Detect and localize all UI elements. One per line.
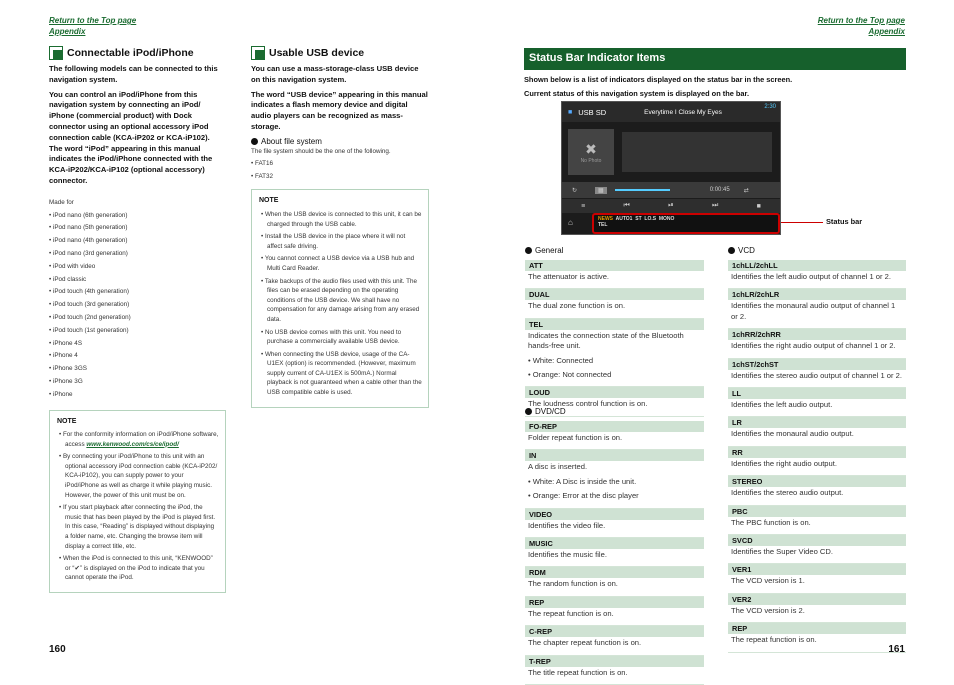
usb-note-item: • When connecting the USB device, usage of the CA-U1EX (option) is recommended. (However, maximum supply current of CA-U1EX is 500mA.) Normal playback is not guaranteed when a cable other than the USB compatible cable is used.: [261, 350, 422, 397]
indicator-desc: [728, 546, 906, 564]
status-heading: Status Bar Indicator Items: [524, 48, 906, 70]
indicator-desc: [525, 667, 704, 685]
ipod-model-item: • iPod touch (1st generation): [49, 326, 129, 334]
bullet-icon: [525, 247, 532, 254]
indicator-desc-line: • White: Connected: [528, 355, 594, 365]
elapsed-time: 0:00:45: [709, 187, 730, 193]
indicator-desc-line: The title repeat function is on.: [528, 667, 628, 677]
page-number-left: 160: [49, 644, 66, 655]
screen-clock: 2:30: [764, 104, 776, 110]
indicator-desc-line: Identifies the stereo audio output.: [731, 488, 844, 498]
indicator-key: VIDEO: [525, 509, 704, 520]
progress-track[interactable]: [615, 189, 670, 191]
usb-intro: You can use a mass-storage-class USB device on this navigation system.: [251, 64, 419, 84]
indicator-desc-line: Identifies the right audio output.: [731, 458, 837, 468]
indicator-desc-line: • White: A Disc is inside the unit.: [528, 476, 637, 486]
next-icon[interactable]: ⏭: [712, 202, 719, 209]
top-page-link[interactable]: Return to the Top page: [49, 16, 137, 25]
indicator-key: VER2: [728, 594, 906, 605]
usb-icon: ■: [568, 108, 573, 116]
bullet-icon: [525, 408, 532, 415]
indicator-desc: [728, 428, 906, 446]
usb-note-item: • No USB device comes with this unit. You need to purchase a commercially available USB device.: [261, 328, 402, 346]
ind-st: ST: [635, 216, 642, 222]
ipod-model-item: • iPhone 4: [49, 352, 78, 360]
ipod-model-item: • iPod nano (3rd generation): [49, 249, 128, 257]
indicator-desc-line: The dual zone function is on.: [528, 301, 626, 311]
usb-note-item: • Install the USB device in the place where it will not affect safe driving.: [261, 233, 406, 250]
ipod-model-item: • iPhone 3GS: [49, 365, 87, 373]
ipod-model-item: • iPod nano (4th generation): [49, 237, 128, 245]
indicator-desc: [525, 300, 704, 318]
indicator-key: STEREO: [728, 476, 906, 487]
usb-heading: Usable USB device: [251, 46, 429, 60]
fs-fat16: • FAT16: [251, 159, 274, 167]
indicator-key: ATT: [525, 260, 704, 271]
indicator-key: 1chRR/2chRR: [728, 329, 906, 340]
dvd-label: DVD/CD: [525, 407, 704, 416]
indicator-desc-line: The PBC function is on.: [731, 517, 811, 527]
appendix-link[interactable]: Appendix: [49, 27, 86, 36]
vcd-label: VCD: [728, 246, 906, 255]
indicator-key: T-REP: [525, 656, 704, 667]
indicator-desc: [525, 608, 704, 626]
status-intro-2: Current status of this navigation system is displayed on the bar.: [524, 88, 750, 98]
indicator-desc: [525, 578, 704, 596]
general-label: General: [525, 246, 704, 255]
indicator-desc: [728, 634, 906, 652]
indicator-desc-line: Identifies the monaural audio output of channel 1 or 2.: [731, 301, 896, 321]
usb-note-box: [251, 189, 429, 407]
kenwood-ipod-link[interactable]: www.kenwood.com/cs/ce/ipod/: [86, 440, 179, 448]
indicator-desc: [525, 549, 704, 567]
indicator-key: 1chST/2chST: [728, 359, 906, 370]
indicator-desc-line: The chapter repeat function is on.: [528, 638, 642, 648]
ipod-model-item: • iPod touch (4th generation): [49, 288, 129, 296]
shuffle-icon[interactable]: ⇄: [743, 187, 749, 194]
indicator-desc: [728, 340, 906, 358]
status-bar-highlight: [592, 213, 780, 234]
ipod-model-item: • iPhone 4S: [49, 339, 83, 347]
indicator-desc: [525, 271, 704, 289]
status-intro: Shown below is a list of indicators displayed on the status bar in the screen.: [524, 75, 793, 84]
usb-note-list: [259, 210, 422, 398]
indicator-desc-line: Identifies the left audio output.: [731, 400, 833, 410]
indicator-desc: [525, 330, 704, 388]
indicator-desc: [728, 575, 906, 593]
indicator-desc: [525, 432, 704, 450]
indicator-key: LL: [728, 388, 906, 399]
indicator-key: C-REP: [525, 626, 704, 637]
indicator-desc-line: A disc is inserted.: [528, 462, 588, 472]
indicator-key: VER1: [728, 564, 906, 575]
appendix-link-right[interactable]: Appendix: [868, 27, 905, 36]
indicator-key: TEL: [525, 319, 704, 330]
indicator-desc: [728, 517, 906, 535]
indicator-desc-line: Identifies the music file.: [528, 550, 607, 560]
indicator-key: LOUD: [525, 387, 704, 398]
indicator-key: DUAL: [525, 289, 704, 300]
folder-icon[interactable]: ▦: [595, 187, 607, 194]
track-title: Everytime I Close My Eyes: [644, 108, 722, 116]
header-left: [49, 15, 136, 37]
ind-auto1: AUTO1: [615, 216, 633, 222]
indicator-desc: [728, 300, 906, 329]
ind-mono: MONO: [658, 216, 675, 222]
indicator-key: MUSIC: [525, 538, 704, 549]
indicator-key: 1chLL/2chLL: [728, 260, 906, 271]
indicator-desc-line: Indicates the connection state of the Bluetooth hands-free unit.: [528, 330, 684, 351]
indicator-desc: [728, 605, 906, 623]
indicator-desc: [728, 271, 906, 289]
header-right: [818, 15, 905, 37]
ipod-model-item: • iPod touch (2nd generation): [49, 313, 131, 321]
control-bar: [562, 199, 780, 213]
indicator-desc-line: Identifies the stereo audio output of channel 1 or 2.: [731, 370, 902, 380]
about-desc: The file system should be the one of the following.: [251, 147, 391, 155]
indicator-desc-line: The repeat function is on.: [528, 608, 614, 618]
indicator-key: REP: [728, 623, 906, 634]
ipod-made-for: Made for: [49, 198, 74, 206]
stop-icon[interactable]: ■: [756, 202, 761, 210]
indicator-key: IN: [525, 450, 704, 461]
indicator-key: LR: [728, 417, 906, 428]
ipod-note-4: • When the iPod is connected to this unit, “KENWOOD” or “✔” is displayed on the iPod to indicate that you cannot operate the iPod.: [59, 555, 213, 582]
vcd-table: [728, 246, 906, 653]
indicator-key: 1chLR/2chLR: [728, 289, 906, 300]
usb-description: The word “USB device” appearing in this manual indicates a flash memory device and digital audio players can be recognized as mass-storage.: [251, 89, 428, 131]
ipod-heading: Connectable iPod/iPhone: [49, 46, 225, 60]
indicator-key: REP: [525, 597, 704, 608]
device-screen: [561, 101, 781, 235]
section-square-icon: [49, 46, 63, 60]
source-label: USB SD: [578, 107, 607, 117]
page-number-right: 161: [888, 644, 905, 655]
ipod-model-item: • iPod touch (3rd generation): [49, 301, 130, 309]
ipod-model-item: • iPod classic: [49, 275, 87, 283]
indicator-key: RR: [728, 447, 906, 458]
menu-icon[interactable]: ≡: [581, 202, 586, 210]
ipod-model-item: • iPhone: [49, 390, 73, 398]
ipod-note-box: [49, 410, 226, 594]
indicator-desc-line: • Orange: Not connected: [528, 370, 612, 380]
ipod-model-item: • iPhone 3G: [49, 377, 83, 385]
indicator-desc-line: The VCD version is 1.: [731, 576, 805, 586]
bullet-icon: [251, 138, 258, 145]
bullet-icon: [728, 247, 735, 254]
indicator-desc-line: Identifies the video file.: [528, 520, 606, 530]
ipod-model-item: • iPod nano (6th generation): [49, 211, 128, 219]
ind-tel: TEL: [598, 222, 608, 228]
repeat-icon[interactable]: ↻: [572, 187, 578, 194]
ipod-note-1: • For the conformity information on iPod/iPhone software, access www.kenwood.com/cs/ce/ipod/: [59, 431, 219, 448]
indicator-desc-line: Identifies the left audio output of channel 1 or 2.: [731, 272, 892, 281]
indicator-desc-line: The attenuator is active.: [528, 272, 610, 281]
note-title: NOTE: [259, 197, 279, 205]
indicator-desc: [728, 370, 906, 388]
indicator-key: RDM: [525, 567, 704, 578]
status-bar-callout: Status bar: [826, 217, 863, 226]
ipod-intro: The following models can be connected to this navigation system.: [49, 64, 218, 84]
usb-section: [251, 46, 429, 408]
general-table: [525, 246, 704, 417]
indicator-key: FO-REP: [525, 421, 704, 432]
ipod-model-item: • iPod with video: [49, 262, 96, 270]
info-panel: [622, 132, 772, 172]
callout-line: [781, 222, 823, 223]
about-file-system: About file system: [251, 137, 429, 146]
indicator-desc-line: • Orange: Error at the disc player: [528, 491, 639, 501]
ipod-model-list: [49, 210, 225, 402]
indicator-desc-line: The random function is on.: [528, 579, 618, 589]
play-pause-icon[interactable]: ⏯: [668, 202, 674, 209]
playback-bar: [562, 182, 780, 198]
indicator-desc-line: Identifies the Super Video CD.: [731, 547, 834, 557]
album-art: ✖ No Photo: [568, 129, 614, 175]
screen-top-bar: [562, 102, 780, 122]
ind-los: LO.S: [644, 216, 657, 222]
ipod-note-3: • If you start playback after connecting the iPod, the music that has been played by the iPod is played first. In this case, “Reading” is displayed without displaying a folder name, etc. Changing the browse item will display a correct title, etc.: [59, 504, 216, 550]
prev-icon[interactable]: ⏮: [623, 202, 630, 209]
no-photo-icon: ✖: [585, 140, 597, 157]
indicator-desc: [728, 458, 906, 476]
usb-note-item: • When the USB device is connected to this unit, it can be charged through the USB cable.: [261, 210, 422, 228]
ipod-description: You can control an iPod/iPhone from this navigation system by connecting an iPod/ iPhone (commercial product) with Dock connector using an optional accessory iPod connection cable (KCA-iP202 or KCA-iP102). The word “iPod” appearing in this manual indicates the iPod/iPhone connected with the KCA-iP202/KCA-iP102 (optional accessory) connector.: [49, 89, 213, 185]
ipod-model-item: • iPod nano (5th generation): [49, 224, 128, 232]
indicator-desc: [728, 399, 906, 417]
indicator-key: SVCD: [728, 535, 906, 546]
home-icon[interactable]: ⌂: [568, 218, 573, 227]
indicator-desc-line: Identifies the monaural audio output.: [731, 429, 854, 439]
usb-note-item: • You cannot connect a USB device via a USB hub and Multi Card Reader.: [261, 255, 415, 272]
status-section: [524, 48, 906, 100]
indicator-desc: [525, 637, 704, 655]
ipod-section: [49, 46, 225, 593]
indicator-desc: [525, 461, 704, 508]
fs-fat32: • FAT32: [251, 172, 274, 180]
indicator-key: PBC: [728, 506, 906, 517]
dvd-table: [525, 407, 704, 685]
indicator-desc-line: The repeat function is on.: [731, 635, 817, 645]
top-page-link-right[interactable]: Return to the Top page: [817, 16, 905, 25]
indicator-desc: [728, 487, 906, 505]
section-square-icon: [251, 46, 265, 60]
ind-news: NEWS: [598, 216, 613, 222]
indicator-desc-line: The loudness control function is on.: [528, 399, 648, 409]
ipod-note-2: • By connecting your iPod/iPhone to this unit with an optional accessory iPod connection cable (KCA-iP202/ KCA-iP102), you can supply power to your iPod/iPhone as well as charge it while playing music. However, the power of this unit must be on.: [59, 453, 218, 499]
indicator-desc-line: Folder repeat function is on.: [528, 433, 623, 442]
indicator-desc-line: Identifies the right audio output of channel 1 or 2.: [731, 341, 896, 351]
usb-note-item: • Take backups of the audio files used with this unit. The files can be erased depending on the operating conditions of the USB device. We shall have no compensation for any damage arising from any erased data.: [261, 277, 420, 323]
note-title: NOTE: [57, 417, 77, 425]
indicator-desc-line: The VCD version is 2.: [731, 605, 805, 615]
indicator-desc: [525, 520, 704, 538]
